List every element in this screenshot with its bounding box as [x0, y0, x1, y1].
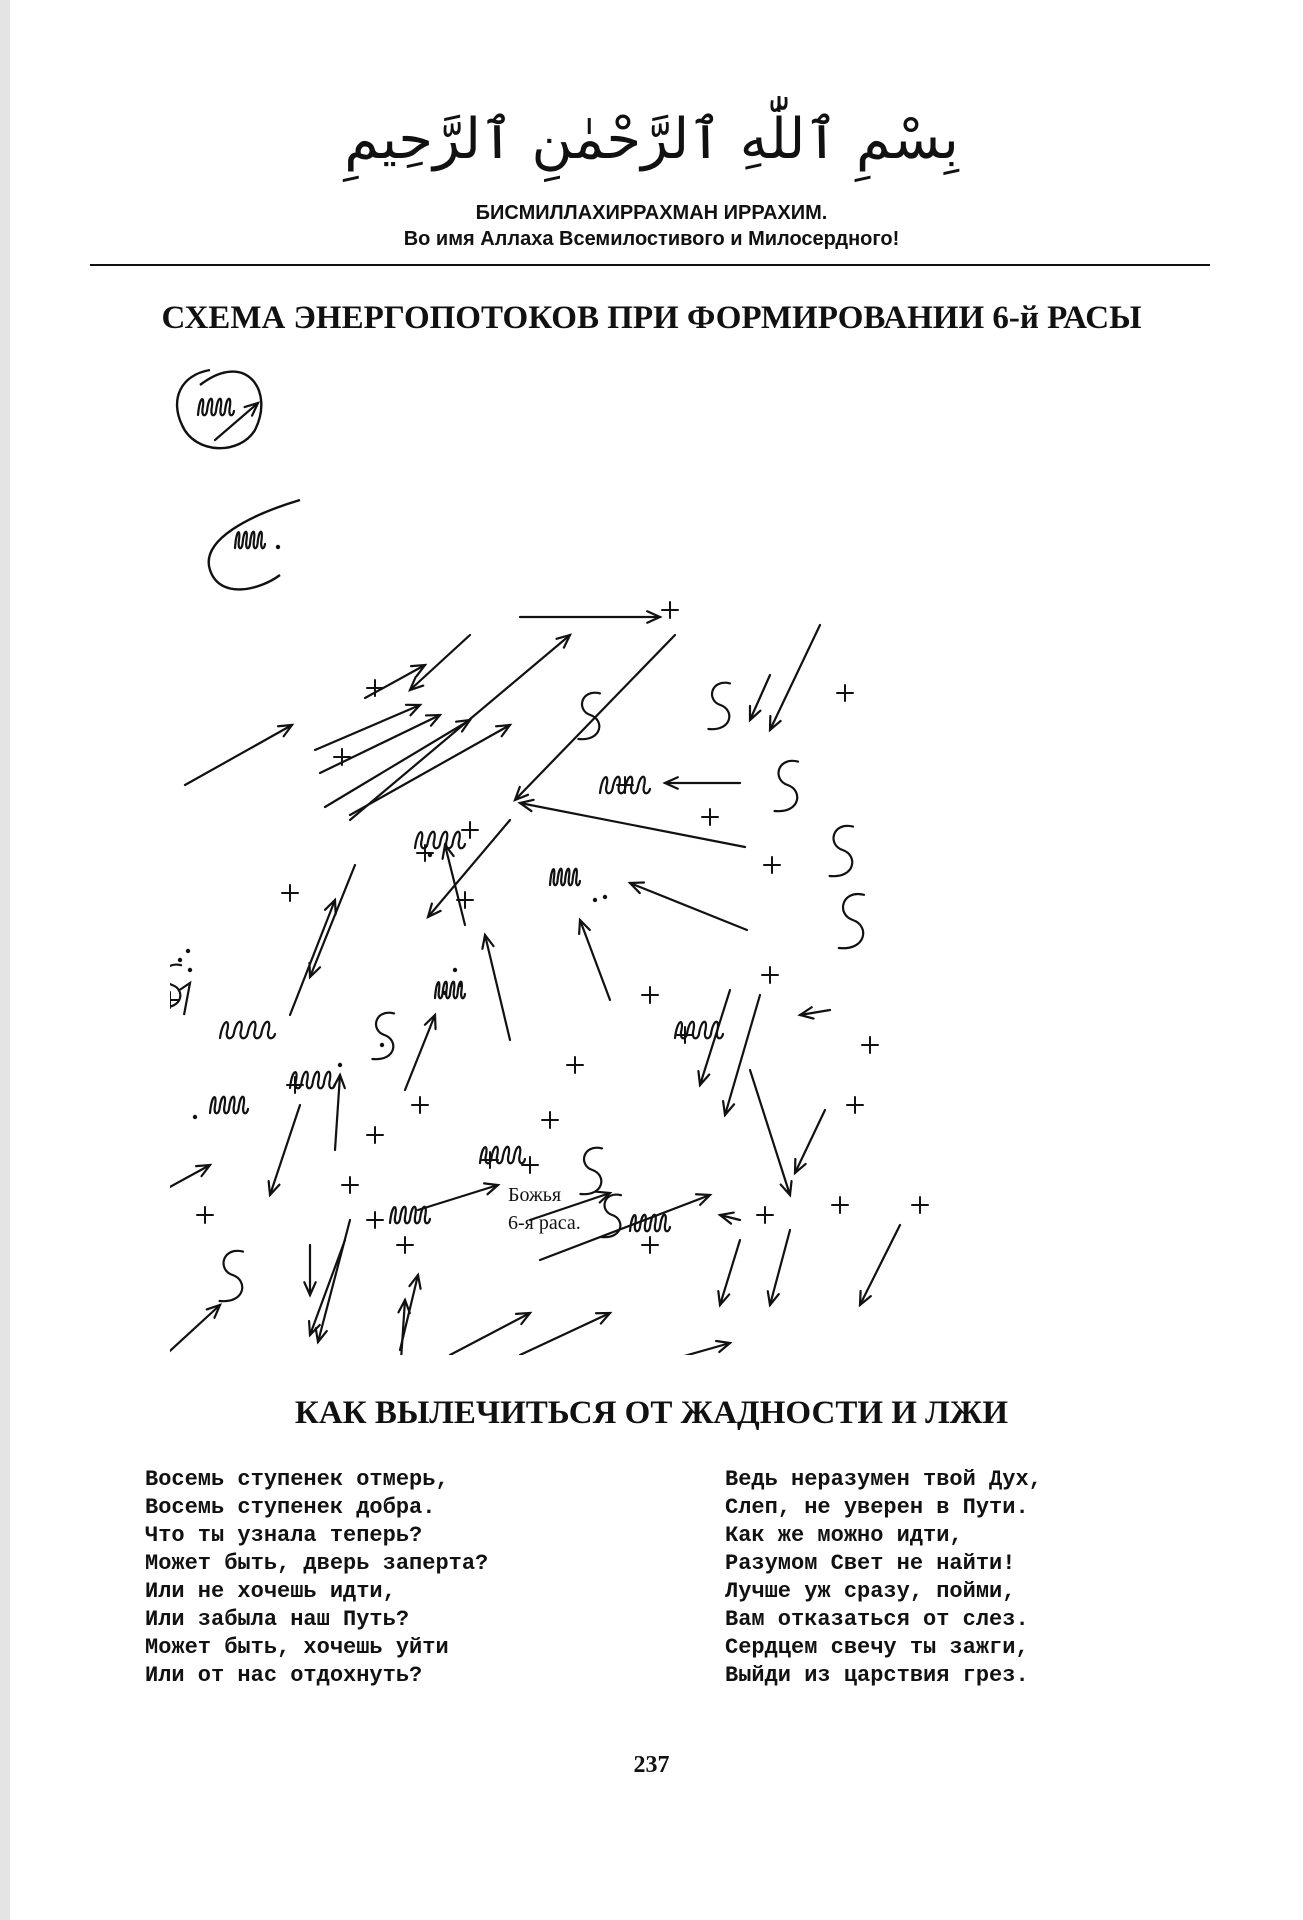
dot-mark — [186, 949, 190, 953]
plus-mark — [342, 1177, 358, 1193]
scribble-mark — [220, 1022, 275, 1039]
dot-mark — [603, 895, 607, 899]
bismillah-arabic: بِسْمِ ٱللّٰهِ ٱلرَّحْمٰنِ ٱلرَّحِيمِ — [344, 107, 959, 172]
flow-arrow — [350, 725, 510, 815]
squiggle-mark — [601, 1195, 621, 1238]
poem-line: Выйди из царствия грез. — [725, 1663, 1029, 1688]
flow-arrow — [520, 800, 745, 847]
flow-arrow — [290, 900, 336, 1015]
plus-mark — [677, 1027, 693, 1043]
flow-arrow — [170, 1305, 220, 1355]
plus-mark — [762, 967, 778, 983]
plus-mark — [702, 809, 718, 825]
flow-arrow — [315, 705, 420, 750]
flow-arrow — [750, 675, 770, 720]
flow-arrow — [723, 995, 760, 1115]
dot-mark — [593, 898, 597, 902]
plus-mark — [757, 1207, 773, 1223]
plus-mark — [367, 1127, 383, 1143]
plus-mark — [567, 1057, 583, 1073]
dot-mark — [453, 968, 457, 972]
flow-arrow — [450, 1313, 530, 1355]
flow-arrow — [720, 1213, 740, 1224]
flow-arrow — [630, 882, 747, 930]
page-gutter-shadow — [0, 0, 10, 1920]
flow-arrow — [520, 611, 660, 622]
energy-flow-diagram — [170, 355, 1150, 1355]
plus-mark — [367, 1212, 383, 1228]
flow-arrow — [520, 1313, 610, 1355]
page-number: 237 — [633, 1752, 670, 1778]
squiggle-mark — [830, 826, 853, 876]
dot-mark — [338, 1063, 342, 1067]
poem-line: Или забыла наш Путь? — [145, 1607, 410, 1632]
plus-mark — [462, 822, 478, 838]
bismillah-translation: Во имя Аллаха Всемилостивого и Милосердного! — [403, 228, 900, 250]
flow-arrow — [750, 1070, 792, 1195]
flow-arrow — [304, 1245, 315, 1295]
flow-arrow — [185, 725, 292, 785]
plus-mark — [642, 987, 658, 1003]
flow-arrow — [405, 1015, 436, 1090]
scribble-mark — [210, 1097, 248, 1114]
squiggle-mark — [580, 1148, 602, 1194]
flow-arrow — [410, 635, 470, 690]
flow-arrow — [718, 1240, 740, 1305]
flow-arrow — [770, 625, 820, 730]
plus-mark — [837, 685, 853, 701]
plus-mark — [197, 1207, 213, 1223]
plus-mark — [282, 885, 298, 901]
plus-mark — [764, 857, 780, 873]
diagram-label-line1: Божья — [508, 1184, 562, 1206]
flow-arrow — [325, 720, 470, 807]
flow-arrow — [309, 865, 355, 977]
energy-flow-drawing — [170, 355, 1150, 1355]
flow-arrow — [665, 777, 740, 788]
diagram-label-line2: 6-я раса. — [508, 1212, 581, 1234]
scribble-mark — [550, 869, 580, 886]
plus-mark — [832, 1197, 848, 1213]
flow-arrow — [170, 1165, 210, 1195]
plus-mark — [412, 1097, 428, 1113]
poem-line: Ведь неразумен твой Дух, — [725, 1467, 1042, 1492]
plus-mark — [334, 749, 350, 765]
poem-line: Восемь ступенек отмерь, — [145, 1467, 449, 1492]
plus-mark — [397, 1237, 413, 1253]
poem-line: Или от нас отдохнуть? — [145, 1663, 423, 1688]
poem-line: Что ты узнала теперь? — [145, 1523, 423, 1548]
poem-right-column — [725, 1466, 1042, 1690]
squiggle-mark — [708, 683, 730, 729]
flow-arrow — [698, 990, 730, 1085]
squiggle-mark — [372, 1013, 394, 1059]
dot-mark — [276, 545, 280, 549]
dot-mark — [458, 983, 462, 987]
dot-mark — [380, 1043, 384, 1047]
flow-arrow — [320, 715, 440, 773]
dot-mark — [188, 968, 192, 972]
squiggle-mark — [220, 1251, 243, 1301]
poem-line: Слеп, не уверен в Пути. — [725, 1495, 1029, 1520]
header-divider — [90, 264, 1210, 266]
flow-arrow — [579, 920, 610, 1000]
poem-title: КАК ВЫЛЕЧИТЬСЯ ОТ ЖАДНОСТИ И ЛЖИ — [294, 1395, 1009, 1431]
squiggle-mark — [839, 894, 864, 948]
flow-arrow — [350, 635, 570, 820]
scribble-mark — [235, 532, 265, 549]
flow-arrow — [482, 935, 510, 1040]
flow-arrow — [316, 1220, 350, 1342]
poem-line: Сердцем свечу ты зажги, — [725, 1635, 1029, 1660]
bismillah-transliteration: БИСМИЛЛАХИРРАХМАН ИРРАХИМ. — [475, 202, 828, 224]
plus-mark — [912, 1197, 928, 1213]
scribble-mark — [415, 832, 465, 849]
poem-left-column — [145, 1466, 488, 1690]
plus-mark — [642, 1237, 658, 1253]
poem-line: Восемь ступенек добра. — [145, 1495, 436, 1520]
dot-mark — [443, 991, 447, 995]
diagram-title: СХЕМА ЭНЕРГОПОТОКОВ ПРИ ФОРМИРОВАНИИ 6-й РАСЫ — [161, 300, 1142, 336]
flow-arrow — [600, 1341, 730, 1355]
squiggle-mark — [775, 761, 798, 811]
poem-line: Разумом Свет не найти! — [725, 1551, 1016, 1576]
plus-mark — [847, 1097, 863, 1113]
plus-mark — [367, 680, 383, 696]
flow-arrow — [768, 1230, 790, 1305]
scribble-mark — [198, 399, 234, 416]
plus-mark — [862, 1037, 878, 1053]
poem-line: Может быть, дверь заперта? — [145, 1551, 489, 1576]
poem-line: Как же можно идти, — [725, 1523, 963, 1548]
flow-arrow — [418, 1183, 498, 1210]
plus-mark — [662, 602, 678, 618]
flow-arrow — [860, 1225, 900, 1305]
poem-line: Или не хочешь идти, — [145, 1579, 396, 1604]
poem-line: Лучше уж сразу, пойми, — [725, 1579, 1016, 1604]
dot-mark — [428, 853, 432, 857]
dot-mark — [178, 958, 182, 962]
plus-mark — [542, 1112, 558, 1128]
dot-mark — [193, 1115, 197, 1119]
flow-arrow — [795, 1110, 825, 1173]
poem-line: Может быть, хочешь уйти — [145, 1635, 449, 1660]
poem-line: Вам отказаться от слез. — [725, 1607, 1029, 1632]
flow-arrow — [269, 1105, 300, 1195]
flow-arrow — [800, 1007, 830, 1018]
